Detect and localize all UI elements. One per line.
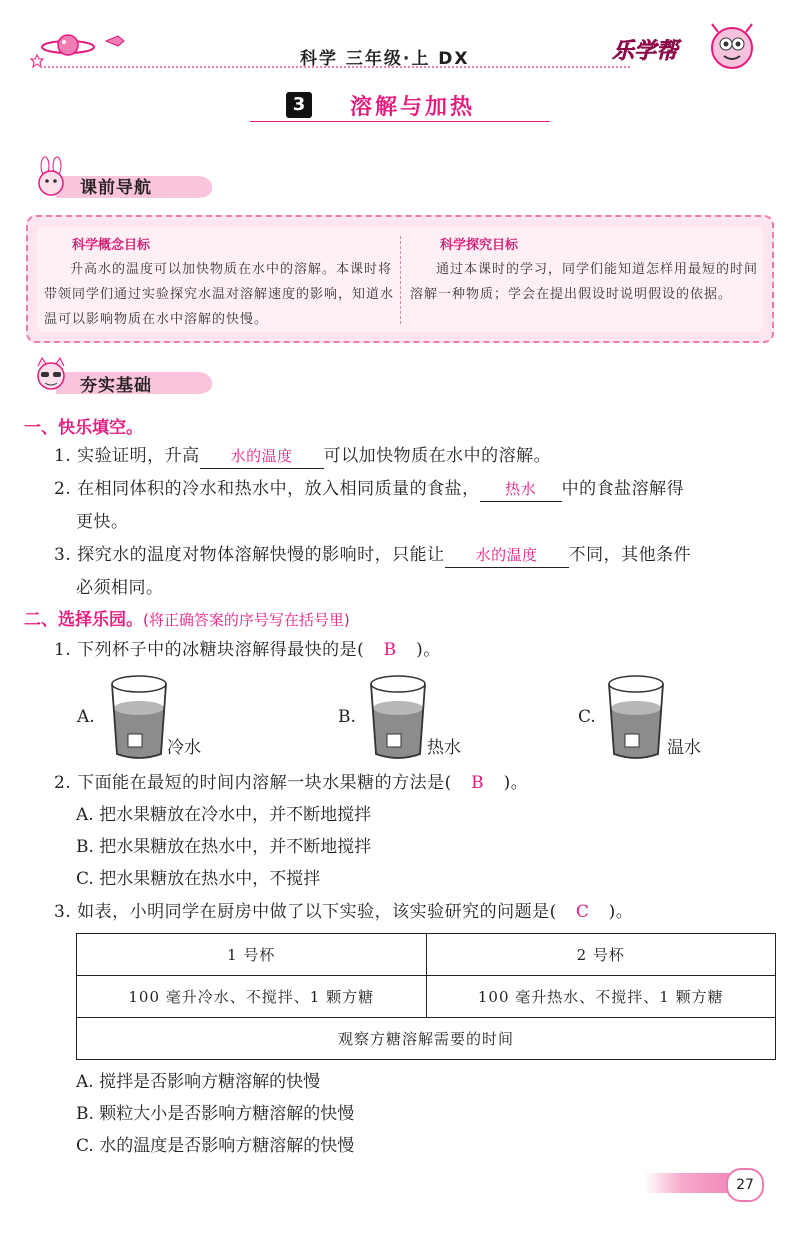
- table-row: [77, 976, 776, 1018]
- cq3-stem: 3. 如表，小明同学在厨房中做了以下实验，该实验研究的问题是(: [54, 902, 557, 922]
- option-c-label: 温水: [667, 738, 701, 758]
- chapter-number: 3: [286, 92, 312, 118]
- cq2-stem: 2. 下面能在最短的时间内溶解一块水果糖的方法是(: [54, 773, 452, 793]
- planet-icon: [40, 30, 100, 64]
- table-row: [77, 1018, 776, 1060]
- beaker-cold-water: [108, 672, 170, 762]
- mascot-icon: [700, 22, 762, 74]
- q2-text-before: 2. 在相同体积的冷水和热水中，放入相同质量的食盐，: [54, 479, 480, 499]
- table-header-cup2: 2 号杯: [426, 934, 776, 976]
- cq2-option-c: C. 把水果糖放在热水中，不搅拌: [76, 869, 321, 889]
- beaker-warm-water: [605, 672, 667, 762]
- goals-divider: [400, 236, 401, 324]
- choice-question-3: [54, 896, 633, 928]
- page-number: 27: [726, 1168, 764, 1202]
- brand-logo-text: 乐学帮: [612, 39, 679, 64]
- option-b-letter: B.: [338, 707, 356, 727]
- option-a-letter: A.: [77, 707, 95, 727]
- cq2-answer: B: [471, 773, 485, 793]
- q1-text-before: 1. 实验证明，升高: [54, 446, 200, 466]
- concept-goal-text: 升高水的温度可以加快物质在水中的溶解。本课时将带领同学们通过实验探究水温对溶解速度的影响，知道水温可以影响物质在水中溶解的快慢。: [44, 262, 395, 327]
- table-row: [77, 934, 776, 976]
- beaker-hot-water: [367, 672, 429, 762]
- table-header-cup1: 1 号杯: [77, 934, 427, 976]
- section-title-basics: 夯实基础: [80, 376, 152, 396]
- table-cell-cup1: 100 毫升冷水、不搅拌、1 颗方糖: [77, 976, 427, 1018]
- inquiry-goal-heading: 科学探究目标: [440, 238, 519, 253]
- option-a-label: 冷水: [167, 738, 201, 758]
- experiment-table: [76, 933, 776, 1060]
- chapter-title: 溶解与加热: [350, 95, 476, 120]
- cq3-close: )。: [608, 902, 634, 922]
- q1-text-after: 可以加快物质在水中的溶解。: [323, 446, 552, 466]
- cq3-answer: C: [575, 902, 590, 922]
- section-title-guide: 课前导航: [80, 178, 152, 198]
- cq1-close: )。: [416, 640, 441, 660]
- part2-note: (将正确答案的序号写在括号里): [143, 611, 350, 629]
- q3-text-after: 不同，其他条件: [568, 545, 692, 565]
- cq2-option-b: B. 把水果糖放在热水中，并不断地搅拌: [76, 837, 372, 857]
- fill-question-1: [54, 440, 551, 472]
- table-cell-cup2: 100 毫升热水、不搅拌、1 颗方糖: [426, 976, 776, 1018]
- option-c-letter: C.: [578, 707, 596, 727]
- rocket-icon: [104, 32, 126, 50]
- cq1-answer: B: [383, 640, 397, 660]
- rabbit-mascot-icon: [30, 156, 72, 198]
- cq3-option-b: B. 颗粒大小是否影响方糖溶解的快慢: [76, 1104, 355, 1124]
- option-b-label: 热水: [427, 738, 461, 758]
- part2-title: [24, 605, 350, 630]
- part1-title: 一、快乐填空。: [24, 418, 143, 438]
- header-subject-line: 科学 三年级·上 DX: [300, 49, 470, 69]
- chapter-underline: [250, 121, 550, 122]
- cq2-close: )。: [503, 773, 529, 793]
- cat-mascot-icon: [30, 356, 72, 396]
- q2-answer-blank: 热水: [480, 477, 562, 502]
- q3-text-line2: 必须相同。: [76, 578, 164, 598]
- concept-goal-heading: 科学概念目标: [72, 238, 151, 253]
- cq3-option-c: C. 水的温度是否影响方糖溶解的快慢: [76, 1136, 355, 1156]
- fill-question-3: [54, 539, 691, 571]
- inquiry-goal-text: 通过本课时的学习，同学们能知道怎样用最短的时间溶解一种物质；学会在提出假设时说明假设的依据。: [410, 262, 759, 302]
- cq2-option-a: A. 把水果糖放在冷水中，并不断地搅拌: [76, 805, 372, 825]
- q2-text-line2: 更快。: [76, 512, 129, 532]
- q3-text-before: 3. 探究水的温度对物体溶解快慢的影响时，只能让: [54, 545, 445, 565]
- choice-question-2: [54, 767, 528, 799]
- q3-answer-blank: 水的温度: [445, 543, 569, 568]
- table-footer: 观察方糖溶解需要的时间: [77, 1018, 776, 1060]
- cq1-stem: 1. 下列杯子中的冰糖块溶解得最快的是(: [54, 640, 365, 660]
- q2-text-after: 中的食盐溶解得: [561, 479, 685, 499]
- part2-title-text: 二、选择乐园。: [24, 610, 143, 630]
- choice-question-1: [54, 634, 441, 666]
- cq3-option-a: A. 搅拌是否影响方糖溶解的快慢: [76, 1072, 321, 1092]
- fill-question-2: [54, 473, 684, 505]
- q1-answer-blank: 水的温度: [200, 444, 324, 469]
